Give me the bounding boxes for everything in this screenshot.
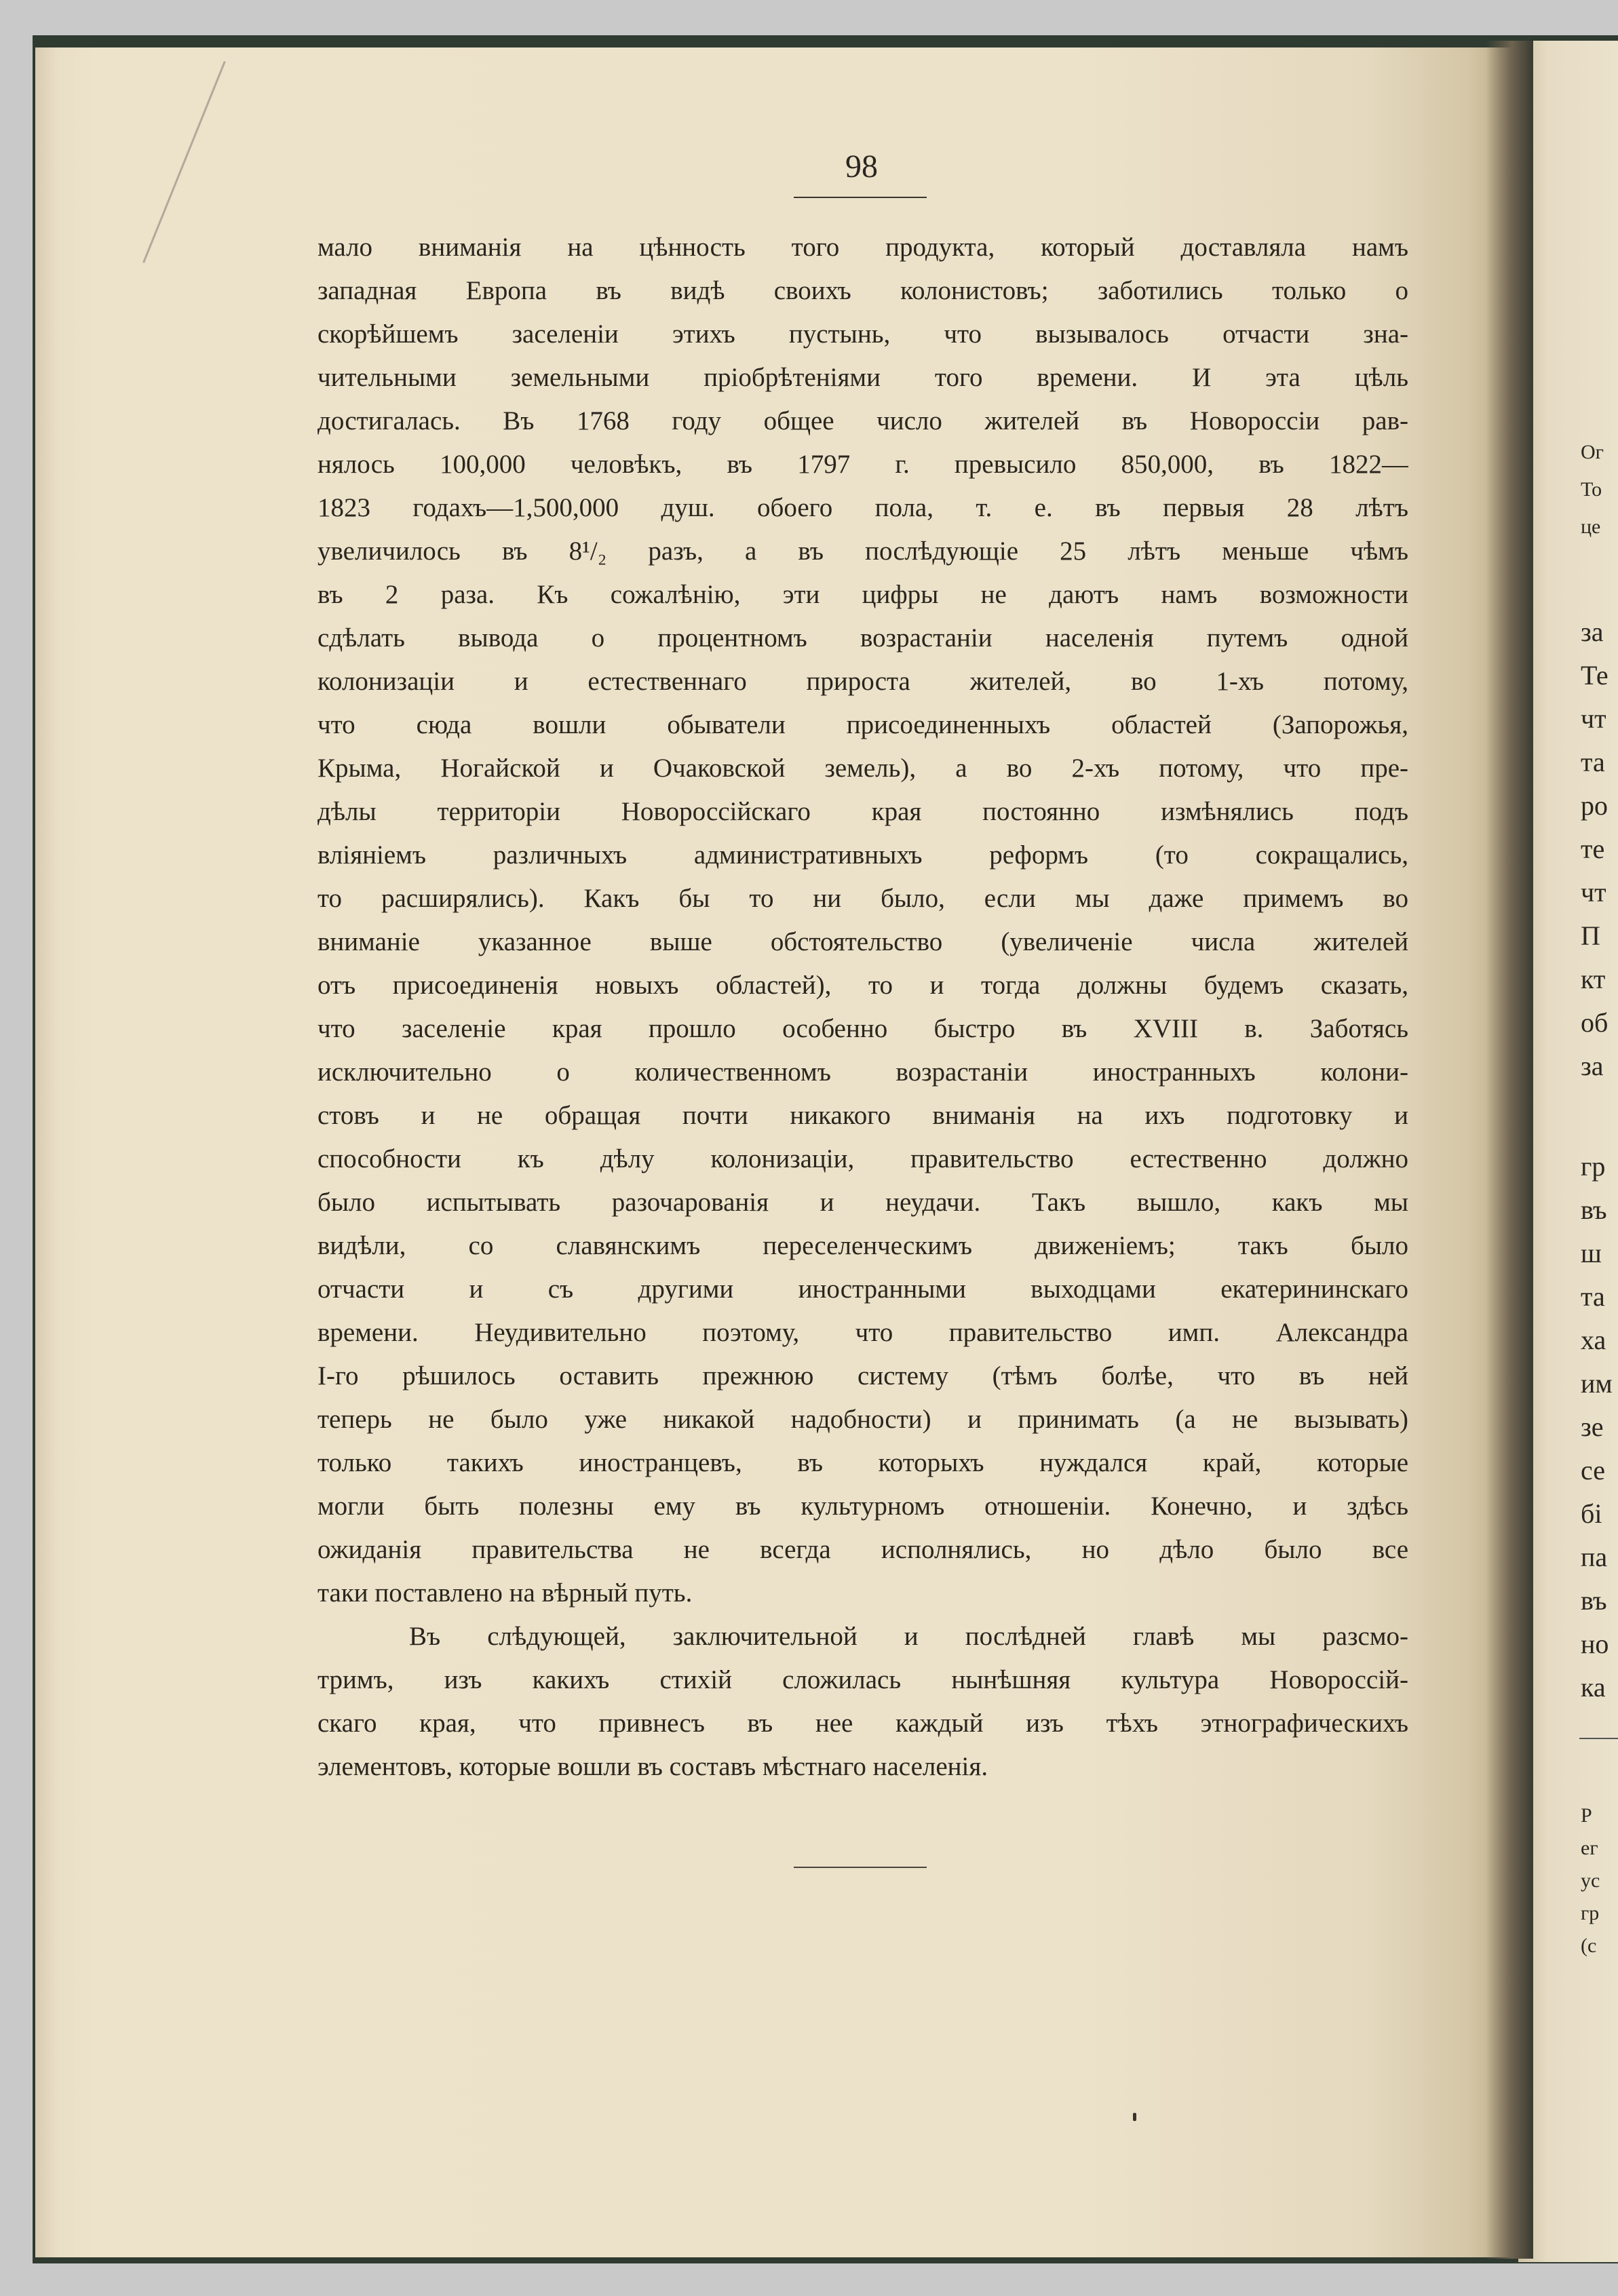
facing-fragment: им (1581, 1368, 1613, 1399)
facing-fragment: кт (1581, 964, 1606, 994)
text-line: стовъ и не обращая почти никакого вниманія на ихъ подготовку и (317, 1101, 1408, 1130)
facing-fragment: Те (1581, 660, 1609, 690)
facing-fragment: гр (1581, 1902, 1600, 1924)
page-number-rule (794, 197, 927, 198)
facing-fragment: се (1581, 1455, 1605, 1485)
facing-fragment: Р (1581, 1804, 1592, 1827)
text-line: въ 2 раза. Къ сожалѣнію, эти цифры не даютъ намъ возможности (317, 580, 1408, 609)
book-gutter (1486, 41, 1533, 2259)
text-line: могли быть полезны ему въ культурномъ отношеніи. Конечно, и здѣсь (317, 1492, 1408, 1521)
text-line: что заселеніе края прошло особенно быстро въ XVIII в. Заботясь (317, 1014, 1408, 1043)
text-line: Крыма, Ногайской и Очаковской земель), а во 2-хъ потому, что пре- (317, 754, 1408, 783)
text-line: исключительно о количественномъ возрастаніи иностранныхъ колони- (317, 1057, 1408, 1087)
text-line: увеличилось въ 8¹/₂ разъ, а въ послѣдующіе 25 лѣтъ меньше чѣмъ (317, 537, 1408, 566)
body-text (317, 226, 1408, 1789)
chapter-end-rule (794, 1867, 927, 1868)
text-line: 1823 годахъ—1,500,000 душ. обоего пола, т. е. въ первыя 28 лѣтъ (317, 493, 1408, 522)
facing-fragment: ш (1581, 1238, 1602, 1268)
facing-fragment: зе (1581, 1412, 1604, 1442)
text-line: Въ слѣдующей, заключительной и послѣдней главѣ мы разсмо- (409, 1622, 1408, 1651)
facing-fragment: ро (1581, 790, 1608, 821)
paragraph (317, 1615, 1408, 1789)
text-line: времени. Неудивительно поэтому, что правительство имп. Александра (317, 1318, 1408, 1347)
text-line: тримъ, изъ какихъ стихій сложилась нынѣшняя культура Новороссій- (317, 1665, 1408, 1694)
text-line: достигалась. Въ 1768 году общее число жителей въ Новороссіи рав- (317, 406, 1408, 435)
text-line: ожиданія правительства не всегда исполнялись, но дѣло было все (317, 1535, 1408, 1564)
facing-fragment: чт (1581, 703, 1606, 734)
page-number: 98 (845, 149, 878, 184)
facing-fragment: за (1581, 617, 1604, 647)
text-line: вниманіе указанное выше обстоятельство (увеличеніе числа жителей (317, 927, 1408, 956)
facing-fragment: (с (1581, 1934, 1597, 1957)
text-line: сдѣлать вывода о процентномъ возрастаніи населенія путемъ одной (317, 623, 1408, 653)
facing-fragment: ка (1581, 1672, 1606, 1702)
text-line: способности къ дѣлу колонизаціи, правительство естественно должно (317, 1144, 1408, 1173)
text-line: что сюда вошли обыватели присоединенныхъ областей (Запорожья, (317, 710, 1408, 739)
facing-fragment: та (1581, 747, 1605, 777)
facing-fragment: но (1581, 1629, 1609, 1659)
text-line: скаго края, что привнесъ въ нее каждый изъ тѣхъ этнографическихъ (317, 1709, 1408, 1738)
facing-fragment: въ (1581, 1194, 1607, 1225)
text-line: чительными земельными пріобрѣтеніями того времени. И эта цѣль (317, 363, 1408, 392)
facing-fragment: те (1581, 834, 1605, 864)
facing-fragment: за (1581, 1051, 1604, 1081)
text-line: видѣли, со славянскимъ переселенческимъ движеніемъ; такъ было (317, 1231, 1408, 1260)
text-line: нялось 100,000 человѣкъ, въ 1797 г. превысило 850,000, въ 1822— (317, 450, 1408, 479)
text-line: таки поставлено на вѣрный путь. (317, 1578, 693, 1608)
text-line: отъ присоединенія новыхъ областей), то и тогда должны будемъ сказать, (317, 971, 1408, 1000)
text-line: теперь не было уже никакой надобности) и принимать (а не вызывать) (317, 1405, 1408, 1434)
facing-fragment: чт (1581, 877, 1606, 908)
text-line: дѣлы территоріи Новороссійскаго края постоянно измѣнялись подъ (317, 797, 1408, 826)
facing-footnote-rule (1579, 1738, 1618, 1739)
facing-fragment: То (1581, 478, 1602, 501)
text-line: элементовъ, которые вошли въ составъ мѣстнаго населенія. (317, 1752, 988, 1781)
facing-fragment: ха (1581, 1325, 1606, 1355)
text-line: I-го рѣшилось оставить прежнюю систему (тѣмъ болѣе, что въ ней (317, 1361, 1408, 1390)
text-line: скорѣйшемъ заселеніи этихъ пустынь, что вызывалось отчасти зна- (317, 319, 1408, 349)
facing-fragment: об (1581, 1007, 1609, 1038)
facing-fragment: та (1581, 1281, 1605, 1312)
paragraph (317, 226, 1408, 1615)
text-line: было испытывать разочарованія и неудачи. Такъ вышло, какъ мы (317, 1188, 1408, 1217)
page-edge-shading (35, 47, 56, 2257)
facing-fragment: ег (1581, 1837, 1598, 1859)
facing-fragment: П (1581, 920, 1600, 951)
text-line: западная Европа въ видѣ своихъ колонистовъ; заботились только о (317, 276, 1408, 305)
facing-fragment: це (1581, 515, 1601, 538)
facing-fragment: па (1581, 1542, 1608, 1572)
facing-page (1518, 41, 1618, 2262)
text-line: только такихъ иностранцевъ, въ которыхъ нуждался край, которые (317, 1448, 1408, 1477)
paper-speck (1133, 2113, 1136, 2121)
facing-fragment: Ог (1581, 441, 1604, 463)
text-line: колонизаціи и естественнаго прироста жителей, во 1-хъ потому, (317, 667, 1408, 696)
text-line: мало вниманія на цѣнность того продукта, который доставляла намъ (317, 233, 1408, 262)
text-line: отчасти и съ другими иностранными выходцами екатерининскаго (317, 1275, 1408, 1304)
facing-fragment: гр (1581, 1151, 1606, 1182)
text-line: вліяніемъ различныхъ административныхъ реформъ (то сокращались, (317, 840, 1408, 870)
facing-fragment: бі (1581, 1498, 1602, 1529)
facing-fragment: въ (1581, 1585, 1607, 1616)
facing-fragment: ус (1581, 1869, 1600, 1892)
text-line: то расширялись). Какъ бы то ни было, если мы даже примемъ во (317, 884, 1408, 913)
